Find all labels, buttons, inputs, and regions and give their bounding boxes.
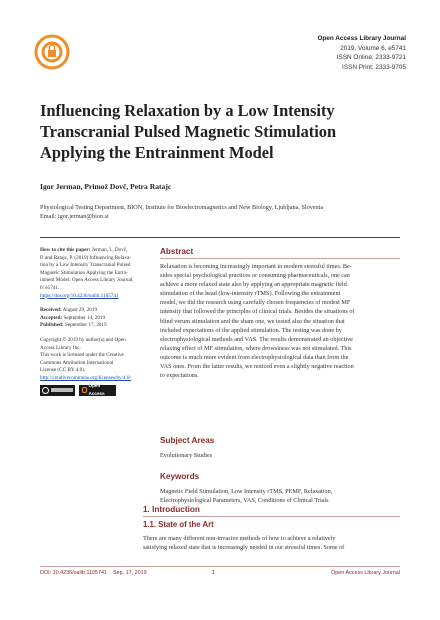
open-access-label: Open Access — [88, 383, 105, 396]
cite-line: Jerman, I., Dovč, — [91, 247, 128, 253]
doi-link[interactable]: https://doi.org/10.4236/oalib.1105741 — [40, 292, 119, 299]
journal-logo-icon — [34, 34, 70, 70]
footer-doi: DOI: 10.4236/oalib.1105741 — [40, 570, 108, 576]
published-date: September 17, 2019 — [64, 322, 107, 329]
abstract-line: electrophysiological methods and VAS. The results demonstrated an objective — [160, 335, 353, 343]
abstract-line: outcome is much more evident from electrophysiological data than from the — [160, 353, 349, 361]
affiliation: Physiological Testing Department, BION, Institute for Bioelectromagnetics and New Biology, Ljubljana, Slovenia — [40, 204, 324, 211]
introduction-text — [143, 534, 400, 552]
license-badges — [40, 385, 152, 396]
abstract-text — [160, 262, 400, 380]
open-access-badge[interactable] — [79, 385, 116, 396]
introduction-heading: 1. Introduction — [143, 505, 200, 514]
citation-block — [40, 247, 152, 300]
abstract-line: intensity that followed the principles of clinical trials. Besides the situations of — [160, 308, 355, 316]
journal-info — [317, 34, 406, 72]
title-line: Influencing Relaxation by a Low Intensity — [40, 101, 335, 120]
copyright-line: Commons Attribution International — [40, 359, 114, 366]
introduction-divider — [143, 516, 400, 517]
footer-date: Sep. 17, 2019 — [113, 570, 147, 576]
abstract-line: Relaxation is becoming increasingly important in modern stressful times. Be- — [160, 263, 352, 270]
introduction-line: There are many different non-invasive methods of how to achieve a relatively — [143, 535, 336, 542]
introduction-line: satisfying relaxed state that is increasingly needed in our stressful times. Some of — [143, 544, 345, 552]
authors: Igor Jerman, Primož Dovč, Petra Ratajc — [40, 182, 172, 191]
copyright-line: License (CC BY 4.0). — [40, 367, 86, 374]
abstract-line: blind verum stimulation and the sham one, we tested also the situation that — [160, 317, 345, 325]
abstract-line: sides special psychological practices or consuming pharmaceuticals, one can — [160, 272, 350, 280]
cite-line: P. and Ratajc, P. (2019) Influencing Relaxa- — [40, 254, 131, 261]
abstract-heading: Abstract — [160, 247, 194, 256]
abstract-line: achieve a more relaxed state also by applying an appropriate magnetic field — [160, 281, 347, 289]
subject-areas-heading: Subject Areas — [160, 436, 215, 445]
copyright-block — [40, 337, 152, 396]
subject-areas-value: Evolutionary Studies — [160, 452, 213, 459]
article-title — [40, 100, 400, 163]
cite-line: 6: e5741. — [40, 284, 60, 291]
footer-doi-date — [40, 570, 147, 576]
cite-label: How to cite this paper: — [40, 247, 91, 253]
abstract-line: stimulation of the head (low-intensity rTMS). Following the entrainment — [160, 290, 341, 298]
footer-journal: Open Access Library Journal — [331, 570, 400, 576]
sidebar — [40, 247, 152, 403]
published-label: Published: — [40, 322, 64, 329]
abstract-line: included expectations of the applied stimulation. The testing was done by — [160, 326, 342, 334]
badge-bar — [51, 388, 73, 392]
lock-icon — [82, 387, 87, 393]
abstract-line: VAS ones. From the latter results, we noticed even a slightly negative reaction — [160, 363, 354, 371]
issn-online: ISSN Online: 2333-9721 — [336, 54, 406, 62]
journal-volume: 2019, Volume 6, e5741 — [340, 44, 406, 52]
dates-block — [40, 307, 152, 330]
license-link[interactable]: http://creativecommons.org/licenses/by/4.0/ — [40, 374, 131, 381]
cite-line: Magnetic Stimulation Applying the Entra- — [40, 269, 128, 276]
header-divider — [40, 237, 400, 238]
cite-line: tion by a Low Intensity Transcranial Pulsed — [40, 262, 131, 269]
title-line: Applying the Entrainment Model — [40, 143, 274, 162]
accepted-label: Accepted: — [40, 314, 63, 321]
keywords-line: Magnetic Field Stimulation, Low Intensity rTMS, PEMF, Relaxation, — [160, 488, 333, 495]
keywords-heading: Keywords — [160, 472, 200, 481]
issn-print: ISSN Print: 2333-9705 — [342, 63, 406, 71]
accepted-date: September 14, 2019 — [63, 314, 106, 321]
copyright-line: This work is licensed under the Creative — [40, 352, 124, 359]
cite-line: inment Model. Open Access Library Journal, — [40, 277, 134, 284]
abstract-line: model, we did the research using carefully chosen frequencies of modest MF — [160, 299, 351, 307]
abstract-line: relaxing effect of MF stimulation, where drowsiness was not stimulated. This — [160, 344, 352, 352]
copyright-line: Access Library Inc. — [40, 344, 81, 351]
page-number: 1 — [212, 570, 215, 576]
abstract-line: to expectations. — [160, 372, 199, 380]
state-of-art-heading: 1.1. State of the Art — [143, 520, 214, 529]
email: Email: igor.jerman@bion.si — [40, 213, 109, 220]
title-line: Transcranial Pulsed Magnetic Stimulation — [40, 122, 337, 141]
cc-icon — [42, 387, 49, 394]
received-label: Received: — [40, 307, 62, 314]
cc-by-badge-icon[interactable] — [40, 385, 75, 396]
footer-divider — [40, 566, 400, 567]
received-date: August 29, 2019 — [62, 307, 98, 314]
keywords-text — [160, 487, 400, 505]
abstract-divider — [160, 258, 400, 259]
keywords-line: Electrophysiological Parameters, VAS, Conditions of Clinical Trials — [160, 497, 329, 505]
journal-name: Open Access Library Journal — [317, 35, 406, 42]
copyright-line: Copyright © 2019 by author(s) and Open — [40, 336, 126, 343]
